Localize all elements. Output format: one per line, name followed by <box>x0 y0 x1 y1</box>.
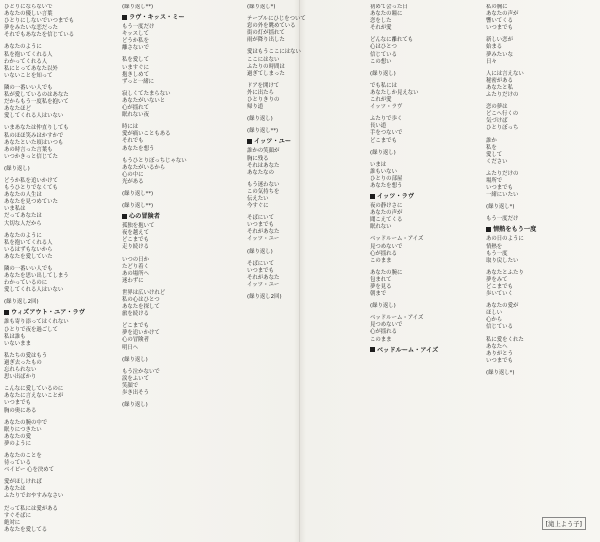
lyric-line: いつまでも <box>247 222 274 229</box>
lyric-line: これが愛 <box>370 97 392 104</box>
lyric-line: ふたりでおやすみなさい <box>4 493 64 500</box>
song-title-text: イッツ・ユー <box>254 138 292 146</box>
lyric-line: 聞こえてくる <box>370 217 403 224</box>
lyric-line: テーブルにひじをついて <box>247 16 306 23</box>
lyric-line: (繰り返し) <box>247 116 273 123</box>
song-title-text: 心の冒険者 <box>129 213 160 221</box>
lyric-line: ふたりの時間は <box>247 63 285 70</box>
lyric-line: あなたの腕の中で <box>4 419 48 426</box>
song-title-text: ベッドルーム・アイズ <box>377 346 439 354</box>
lyric-line: (繰り返し) <box>247 248 273 255</box>
lyric-line: 胸に残る <box>247 155 269 162</box>
lyric-line: 愛して <box>486 151 503 158</box>
lyric-line: 夜の静けさに <box>370 203 403 210</box>
lyric-line: もう一度だけ <box>486 216 519 223</box>
lyric-line: キッスして <box>122 31 149 38</box>
lyric-line: 寂しくてたまらない <box>122 90 171 97</box>
lyric-line: ふたりだけの <box>486 92 519 99</box>
lyric-line: 光がある <box>122 178 144 185</box>
lyric-line: 恋をした <box>370 18 392 25</box>
lyric-line: だって私には愛がある <box>4 505 58 512</box>
lyric-line: ベッドルーム・アイズ <box>370 236 424 243</box>
lyric-line: あなたの声が <box>370 210 403 217</box>
lyric-line: 見つめないで <box>370 322 403 329</box>
lyric-line: 愛してくれる人はいない <box>4 113 64 120</box>
lyric-line: 夢みたいな <box>486 51 513 58</box>
lyric-line: あなたの優しい言葉 <box>4 11 53 18</box>
lyric-line: (繰り返し**) <box>122 203 154 210</box>
title-square-icon <box>4 310 9 315</box>
lyric-line: わかっているのに <box>4 280 48 287</box>
lyric-line: 私を抱いてくれる人 <box>4 239 53 246</box>
lyric-line: 見つめないで <box>370 243 403 250</box>
lyric-line: (繰り返し*) <box>247 4 276 10</box>
lyric-line: どこまでも <box>486 284 513 290</box>
lyric-line: あなたに言えないことが <box>4 393 64 400</box>
lyric-line: もう一度だけ <box>122 24 155 31</box>
lyric-line: (繰り返し) <box>122 402 148 409</box>
lyric-line: いるはずもないから <box>4 246 53 253</box>
lyric-line: (繰り返し) <box>370 149 396 156</box>
lyric-line: もう泣かないで <box>122 368 160 375</box>
lyric-line: でも私には <box>370 82 397 89</box>
lyric-line: それがあなた <box>247 274 280 281</box>
lyric-line: ひとりの部屋 <box>370 175 403 182</box>
lyric-line: あなたと私 <box>486 84 513 91</box>
lyric-line: いますぐに <box>122 64 149 71</box>
lyric-line: 抱きしめて <box>122 71 149 78</box>
song-title-text: ラヴ・キッス・ミー <box>129 14 185 22</box>
lyric-line: 胸の奥にある <box>4 407 37 414</box>
lyric-line: どうか私を追いかけて <box>4 177 58 184</box>
lyric-line: 取り戻したい <box>486 257 519 264</box>
lyric-line: 私が愛しているのはあなた <box>4 92 69 99</box>
lyric-line: 手をつないで <box>370 130 403 137</box>
lyric-line: あなたのように <box>4 232 42 239</box>
lyric-line: 大切な人だから <box>4 220 42 227</box>
lyric-line: もうひとりでなくても <box>4 185 58 192</box>
lyric-line: だってあなたは <box>4 213 42 220</box>
song-title-text: イッツ・ラヴ <box>377 193 415 201</box>
lyric-line: ドアを開けて <box>247 82 280 89</box>
lyric-line: 私に愛をくれた <box>486 336 524 343</box>
lyric-line: あの場所へ <box>122 270 149 277</box>
lyric-line: あなたの腕に <box>370 269 403 276</box>
lyric-line: この想い <box>370 58 392 65</box>
lyric-line: それがあなた <box>247 229 280 236</box>
lyric-line: (繰り返し*) <box>486 369 515 376</box>
lyric-line: いつかきっと信じてた <box>4 153 58 160</box>
lyric-line: このまま <box>370 336 392 343</box>
lyric-column-2 <box>122 4 234 409</box>
lyric-line: このまま <box>370 257 392 264</box>
lyric-line: あなたといた頃はいつも <box>4 139 64 146</box>
lyric-line: 一緒にいたい <box>486 192 519 199</box>
lyric-line: それはあなた <box>247 162 280 169</box>
lyric-line: 絶対に <box>4 519 21 526</box>
lyric-line: 思い出ばかり <box>4 374 37 381</box>
lyric-line: 誰か <box>486 137 497 144</box>
lyric-line: だからもう一度私を抱いて <box>4 99 69 106</box>
lyric-line: (繰り返し**) <box>247 128 279 135</box>
lyric-line: 旅を続ける <box>122 311 149 318</box>
lyric-line: ふたりで歩く <box>370 116 403 123</box>
lyric-line: 愛がほしければ <box>4 479 42 486</box>
lyric-line: 誰も寄り添ってはくれない <box>4 319 69 326</box>
lyric-line: (繰り返し) <box>122 356 148 363</box>
lyric-line: 夜を越えて <box>122 230 149 237</box>
lyric-line: 過ぎ去ったもの <box>4 359 42 366</box>
lyric-line: 初めて会った日 <box>370 4 408 10</box>
lyric-line: それが愛 <box>370 25 392 32</box>
lyric-line: 愛はもうここにはない <box>247 49 301 56</box>
lyric-line: 私の胸に <box>486 4 508 10</box>
lyric-line: ひとりにしないでいつまでも <box>4 18 75 25</box>
lyric-line: あなたなの <box>247 169 274 176</box>
lyric-line: 私のほほ笑みはかすかで <box>4 132 64 139</box>
lyric-line: あなたを見つめていた <box>4 199 58 206</box>
lyric-line: 今すぐに <box>247 203 269 210</box>
title-square-icon <box>370 194 375 199</box>
lyric-line: 眠りにつきたい <box>4 426 42 433</box>
lyric-line: 私たちの愛はもう <box>4 352 48 359</box>
lyric-line: いつまでも <box>486 25 513 32</box>
lyric-line: あの日のように <box>486 236 524 243</box>
lyric-line: 日々 <box>486 58 497 65</box>
lyric-line: どこまでも <box>370 137 397 144</box>
lyric-line: 誰もいない <box>370 168 397 175</box>
lyric-line: 私は誰も <box>4 333 26 340</box>
lyric-line: 心の中に <box>122 171 144 178</box>
lyric-line: 夢をみたいな恋だった <box>4 25 58 32</box>
lyric-line: 帰り道 <box>247 104 264 111</box>
lyric-line: あなたしか見えない <box>370 89 419 96</box>
lyric-line: (繰り返し) <box>4 165 30 172</box>
lyric-line: あなたを愛してる <box>4 526 48 533</box>
lyric-line: ほしい <box>486 310 503 317</box>
lyric-line: 眠れない夜 <box>122 112 149 119</box>
lyric-line: いまあなたは仲直りしても <box>4 125 69 132</box>
lyric-line: 隣の一番いい人でも <box>4 84 53 91</box>
lyric-line: 心が揺れる <box>370 329 397 336</box>
lyric-line: あなたの愛 <box>4 433 31 440</box>
lyric-line: そばにいて <box>247 215 274 222</box>
song-title-text: 情熱をもう一度 <box>493 226 537 234</box>
lyric-line: 誰かの笑顔が <box>247 148 280 155</box>
lyric-line: どこまでも <box>122 237 149 244</box>
lyric-line: 響いてくる <box>486 18 513 25</box>
lyric-line: それでも <box>122 138 144 145</box>
lyric-line: あなたへ <box>486 343 508 350</box>
lyric-line: あなたとふたり <box>486 269 524 276</box>
lyric-line: 孤独を抱いて <box>122 223 155 230</box>
lyric-line: ベッドルーム・アイズ <box>370 315 424 322</box>
lyric-line: どんなに離れても <box>370 37 414 44</box>
lyric-line: たどり着く <box>122 263 149 270</box>
lyric-line: 明日へ <box>122 344 139 351</box>
lyric-line: あなたを愛していた <box>4 253 53 260</box>
lyric-line: あなたの瞳に <box>370 11 403 18</box>
lyric-line: ずっと一緒に <box>122 78 155 85</box>
title-square-icon <box>486 227 491 232</box>
lyricist-credit: [滝上よう子] <box>542 517 586 530</box>
lyric-line: 長い道 <box>370 123 387 130</box>
lyric-line: ありがとう <box>486 350 513 357</box>
lyric-line: いつまでも <box>247 267 274 274</box>
lyric-column-5 <box>486 4 598 377</box>
lyric-line: 私を抱いてくれる人 <box>4 51 53 58</box>
lyric-line: 眠れない <box>370 224 392 231</box>
lyric-line: この気持ちを <box>247 188 280 195</box>
title-square-icon <box>122 214 127 219</box>
lyric-column-1 <box>4 4 116 534</box>
lyric-line: ふたりだけの <box>486 170 519 177</box>
lyric-line: イッツ・ユー <box>247 281 280 288</box>
lyric-line: 待っている <box>4 460 31 467</box>
lyric-line: 歩いていく <box>486 291 513 298</box>
song-title-text: ウィズアウト・ユア・ラヴ <box>11 309 85 317</box>
song-title <box>247 138 359 146</box>
lyric-line: 世界は広いけれど <box>122 289 166 296</box>
lyric-line: 場所で <box>486 177 503 184</box>
lyric-line: 秘密がある <box>486 77 513 84</box>
lyric-line: (繰り返し2回) <box>4 299 39 306</box>
lyric-line: どうか私を <box>122 38 149 45</box>
lyric-line: あなたの愛が <box>486 303 519 310</box>
lyric-line: 朝まで <box>370 291 387 298</box>
lyric-line: あなたがいるから <box>122 164 166 171</box>
lyric-line: あなたを想う <box>370 182 403 189</box>
lyric-line: 情熱を <box>486 243 503 250</box>
lyric-line: (繰り返し) <box>370 303 396 310</box>
lyric-line: 私にとってあなた以外 <box>4 65 58 72</box>
lyric-line: 雨が降り出した <box>247 37 285 44</box>
song-title <box>370 193 482 201</box>
lyric-line: いないまま <box>4 340 31 347</box>
lyric-line: あなたのことを <box>4 452 42 459</box>
lyric-line: 過ぎてしまった <box>247 70 285 77</box>
lyric-line: ひとりぼっち <box>486 125 519 132</box>
lyric-line: 新しい恋が <box>486 37 513 44</box>
lyric-line: ベイビー 心を決めて <box>4 467 55 474</box>
lyric-column-4 <box>370 4 482 357</box>
lyric-line: 私を <box>486 144 497 151</box>
lyric-line: ひとりで夜を過ごして <box>4 326 58 333</box>
lyric-line: イッツ・ユー <box>247 236 280 243</box>
lyric-line: (繰り返し**) <box>122 190 154 197</box>
lyric-line: 愛が痛いこともある <box>122 131 171 138</box>
lyric-line: 気づけば <box>486 118 508 125</box>
lyric-line: いまは <box>370 161 387 168</box>
lyric-line: そばにいて <box>247 260 274 267</box>
lyric-line: あなたの声が <box>486 11 519 18</box>
lyric-line: もう一度 <box>486 250 508 257</box>
lyric-line: (繰り返し2回) <box>247 294 282 300</box>
lyric-line: それでもあなたを信じている <box>4 32 75 39</box>
lyric-line: 心が揺れて <box>122 105 149 112</box>
lyric-line: 夢を見る <box>370 284 392 290</box>
song-title <box>122 213 234 221</box>
lyric-line: あなたほど <box>4 106 31 113</box>
lyric-line: 時には <box>122 124 139 131</box>
lyric-line: 包まれて <box>370 276 392 283</box>
lyric-line: 歩き出そう <box>122 390 149 397</box>
lyric-line: 涙をふいて <box>122 375 149 382</box>
lyric-line: 信じている <box>370 51 397 58</box>
lyric-line: 夢を追いかけて <box>122 330 160 337</box>
lyric-line: もう迷わない <box>247 181 280 188</box>
lyric-line: 私を愛して <box>122 57 149 64</box>
lyric-line: 夢をみて <box>486 276 508 283</box>
lyric-line: こんなに愛しているのに <box>4 386 64 393</box>
lyric-line: あなたの人生は <box>4 192 42 199</box>
lyric-line: いつまでも <box>486 357 513 364</box>
lyric-line: あなたを探して <box>122 304 160 311</box>
title-square-icon <box>122 15 127 20</box>
lyric-line: いつまでも <box>4 400 31 407</box>
lyric-line: 離さないで <box>122 45 149 52</box>
lyric-line: (繰り返し) <box>370 70 396 77</box>
lyric-line: (繰り返し*) <box>486 204 515 211</box>
song-title <box>4 309 116 317</box>
lyric-line: あなたを思い出してしまう <box>4 273 69 280</box>
lyric-line: いま私は <box>4 206 26 213</box>
lyric-line: 隣の一番いい人でも <box>4 266 53 272</box>
lyric-line: ひとりにならないで <box>4 4 53 10</box>
lyric-line: いないことを知って <box>4 72 53 79</box>
song-title <box>122 14 234 22</box>
lyric-line: あなたがいないと <box>122 97 166 104</box>
lyric-line: いつの日か <box>122 256 149 263</box>
lyric-line: 笑顔で <box>122 382 139 389</box>
lyric-line: 信じている <box>486 324 513 331</box>
lyric-column-3 <box>247 4 359 301</box>
lyric-line: どこへ行くの <box>486 111 519 118</box>
lyric-line: 私の心はひとつ <box>122 297 160 303</box>
lyric-line: イッツ・ラヴ <box>370 104 403 111</box>
lyric-line: 人には言えない <box>486 70 524 77</box>
lyric-line: あなたのように <box>4 44 42 51</box>
lyric-line: もうひとりぼっちじゃない <box>122 157 187 164</box>
lyric-line: ひとりきりの <box>247 97 280 104</box>
lyric-line: すぐそばに <box>4 512 31 519</box>
title-square-icon <box>370 347 375 352</box>
lyric-line: 外に出たら <box>247 89 274 96</box>
lyric-line: 愛してくれる人はいない <box>4 287 64 294</box>
lyric-line: 伝えたい <box>247 195 269 202</box>
lyric-line: 心はひとつ <box>370 44 397 51</box>
lyric-line: 心から <box>486 317 503 324</box>
lyric-line: 夢のように <box>4 440 31 447</box>
lyric-line: 始まる <box>486 44 503 51</box>
title-square-icon <box>247 139 252 144</box>
lyric-line: 心が揺れる <box>370 250 397 257</box>
lyric-line: 恋の夢は <box>486 104 508 111</box>
lyric-line: あなたは <box>4 486 26 493</box>
song-title <box>486 226 598 234</box>
lyric-line: ください <box>486 158 508 165</box>
lyric-line: いつまでも <box>486 185 513 192</box>
lyric-line: あなたを想う <box>122 145 155 152</box>
lyric-line: どこまでも <box>122 323 149 330</box>
lyric-line: ここにはない <box>247 56 280 63</box>
lyric-line: わかってくれる人 <box>4 58 48 65</box>
lyric-line: 迷わずに <box>122 277 144 284</box>
song-title <box>370 347 482 355</box>
lyric-line: 忘れられない <box>4 367 37 374</box>
lyric-line: 窓の外を眺めている <box>247 23 296 30</box>
lyric-line: 心の冒険者 <box>122 337 149 344</box>
lyric-line: (繰り返し**) <box>122 4 154 10</box>
lyric-line: あの時言った言葉も <box>4 146 53 153</box>
lyric-line: 走り続ける <box>122 244 149 251</box>
lyric-line: 街の灯が揺れて <box>247 30 285 37</box>
